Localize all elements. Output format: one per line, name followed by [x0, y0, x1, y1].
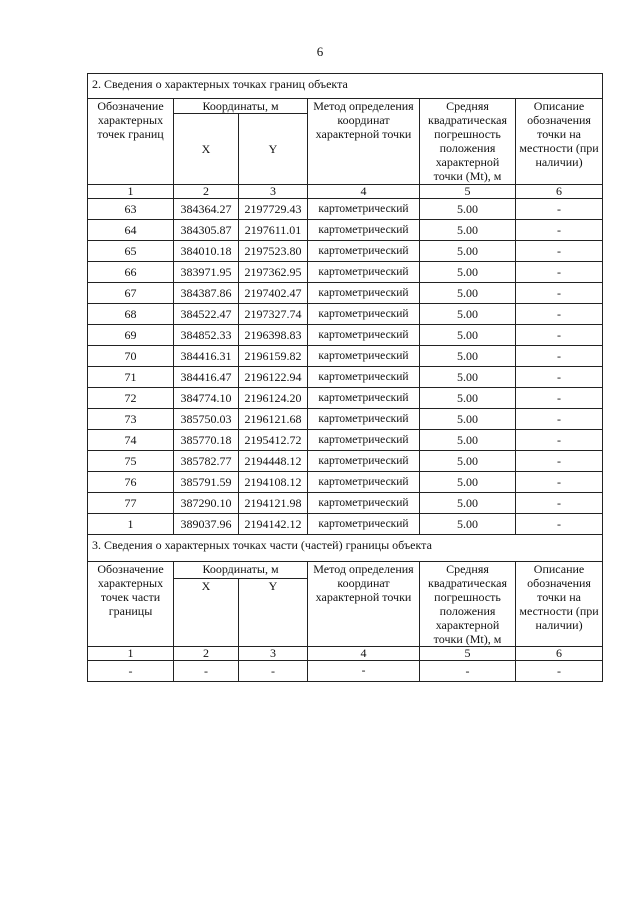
coord-y: 2197611.01 — [239, 220, 308, 241]
coord-x: 384416.47 — [174, 367, 239, 388]
header-error: Средняя квадратическая погрешность положения характерной точки (Mt), м — [420, 99, 516, 185]
method: картометрический — [308, 283, 420, 304]
coord-x: 385782.77 — [174, 451, 239, 472]
section-2-index-row — [88, 185, 603, 199]
section-3-title-row — [88, 535, 603, 562]
coord-y: 2196121.68 — [239, 409, 308, 430]
coord-x: 385791.59 — [174, 472, 239, 493]
coord-y: 2194448.12 — [239, 451, 308, 472]
point-id: - — [88, 661, 174, 682]
point-id: 69 — [88, 325, 174, 346]
table-row — [88, 367, 603, 388]
point-id: 1 — [88, 514, 174, 535]
column-index: 6 — [516, 185, 603, 199]
method: картометрический — [308, 325, 420, 346]
method: - — [308, 661, 420, 682]
method: картометрический — [308, 409, 420, 430]
error: 5.00 — [420, 472, 516, 493]
point-id: 65 — [88, 241, 174, 262]
header-coords: Координаты, м — [174, 562, 308, 579]
table-row — [88, 388, 603, 409]
error: 5.00 — [420, 367, 516, 388]
column-index: 1 — [88, 647, 174, 661]
coord-x: 387290.10 — [174, 493, 239, 514]
point-id: 71 — [88, 367, 174, 388]
point-id: 72 — [88, 388, 174, 409]
coord-y: 2194108.12 — [239, 472, 308, 493]
header-point: Обозначение характерных точек части границы — [88, 562, 174, 647]
point-id: 76 — [88, 472, 174, 493]
section-3-header-row — [88, 562, 603, 579]
method: картометрический — [308, 262, 420, 283]
table-row — [88, 304, 603, 325]
coord-x: 384305.87 — [174, 220, 239, 241]
coord-y: 2197729.43 — [239, 199, 308, 220]
coord-y: 2195412.72 — [239, 430, 308, 451]
method: картометрический — [308, 304, 420, 325]
coord-y: 2194121.98 — [239, 493, 308, 514]
description: - — [516, 451, 603, 472]
table-row — [88, 472, 603, 493]
table-row — [88, 514, 603, 535]
column-index: 2 — [174, 185, 239, 199]
method: картометрический — [308, 430, 420, 451]
coord-y: 2196159.82 — [239, 346, 308, 367]
section-2-title-row — [88, 74, 603, 99]
coord-x: 384852.33 — [174, 325, 239, 346]
header-desc: Описание обозначения точки на местности (при наличии) — [516, 562, 603, 647]
coord-y: 2196122.94 — [239, 367, 308, 388]
description: - — [516, 283, 603, 304]
error: 5.00 — [420, 514, 516, 535]
description: - — [516, 493, 603, 514]
coord-x: 384774.10 — [174, 388, 239, 409]
error: 5.00 — [420, 451, 516, 472]
header-x: X — [174, 579, 239, 647]
description: - — [516, 262, 603, 283]
error: 5.00 — [420, 325, 516, 346]
header-point: Обозначение характерных точек границ — [88, 99, 174, 185]
description: - — [516, 661, 603, 682]
error: 5.00 — [420, 304, 516, 325]
table-row — [88, 409, 603, 430]
method: картометрический — [308, 451, 420, 472]
error: 5.00 — [420, 409, 516, 430]
point-id: 67 — [88, 283, 174, 304]
section-2-header-row — [88, 99, 603, 114]
point-id: 77 — [88, 493, 174, 514]
coord-x: 384364.27 — [174, 199, 239, 220]
point-id: 70 — [88, 346, 174, 367]
point-id: 64 — [88, 220, 174, 241]
method: картометрический — [308, 367, 420, 388]
coord-x: 384387.86 — [174, 283, 239, 304]
description: - — [516, 409, 603, 430]
method: картометрический — [308, 472, 420, 493]
point-id: 74 — [88, 430, 174, 451]
coord-y: 2197327.74 — [239, 304, 308, 325]
column-index: 1 — [88, 185, 174, 199]
method: картометрический — [308, 220, 420, 241]
header-x: X — [174, 114, 239, 185]
error: - — [420, 661, 516, 682]
point-id: 73 — [88, 409, 174, 430]
header-desc: Описание обозначения точки на местности (при наличии) — [516, 99, 603, 185]
coord-x: 383971.95 — [174, 262, 239, 283]
table-row — [88, 493, 603, 514]
point-id: 63 — [88, 199, 174, 220]
method: картометрический — [308, 388, 420, 409]
error: 5.00 — [420, 493, 516, 514]
coord-x: - — [174, 661, 239, 682]
table-row — [88, 661, 603, 682]
description: - — [516, 325, 603, 346]
column-index: 5 — [420, 647, 516, 661]
header-y: Y — [239, 579, 308, 647]
point-id: 68 — [88, 304, 174, 325]
header-coords: Координаты, м — [174, 99, 308, 114]
coord-y: 2197362.95 — [239, 262, 308, 283]
coord-y: 2196124.20 — [239, 388, 308, 409]
description: - — [516, 199, 603, 220]
table-row — [88, 346, 603, 367]
method: картометрический — [308, 241, 420, 262]
table-row — [88, 283, 603, 304]
description: - — [516, 220, 603, 241]
coord-y: 2196398.83 — [239, 325, 308, 346]
description: - — [516, 367, 603, 388]
method: картометрический — [308, 346, 420, 367]
error: 5.00 — [420, 199, 516, 220]
column-index: 6 — [516, 647, 603, 661]
description: - — [516, 514, 603, 535]
error: 5.00 — [420, 430, 516, 451]
error: 5.00 — [420, 241, 516, 262]
error: 5.00 — [420, 220, 516, 241]
page-number: 6 — [316, 44, 324, 59]
coord-x: 384010.18 — [174, 241, 239, 262]
section-3-index-row — [88, 647, 603, 661]
coord-x: 385750.03 — [174, 409, 239, 430]
description: - — [516, 430, 603, 451]
column-index: 5 — [420, 185, 516, 199]
error: 5.00 — [420, 346, 516, 367]
header-method: Метод определения координат характерной точки — [308, 562, 420, 647]
coord-x: 389037.96 — [174, 514, 239, 535]
column-index: 4 — [308, 647, 420, 661]
point-id: 75 — [88, 451, 174, 472]
description: - — [516, 346, 603, 367]
table-row — [88, 241, 603, 262]
table-row — [88, 430, 603, 451]
column-index: 2 — [174, 647, 239, 661]
description: - — [516, 241, 603, 262]
section-3-title: 3. Сведения о характерных точках части (частей) границы объекта — [88, 535, 603, 562]
table-row — [88, 220, 603, 241]
description: - — [516, 388, 603, 409]
coord-x: 384416.31 — [174, 346, 239, 367]
coord-y: 2197523.80 — [239, 241, 308, 262]
column-index: 3 — [239, 647, 308, 661]
method: картометрический — [308, 493, 420, 514]
section-2-title: 2. Сведения о характерных точках границ объекта — [88, 74, 603, 99]
column-index: 3 — [239, 185, 308, 199]
method: картометрический — [308, 514, 420, 535]
header-method: Метод определения координат характерной точки — [308, 99, 420, 185]
coord-x: 385770.18 — [174, 430, 239, 451]
table-body — [88, 74, 603, 682]
table-row — [88, 325, 603, 346]
error: 5.00 — [420, 262, 516, 283]
boundary-points-table — [87, 73, 603, 682]
table-row — [88, 199, 603, 220]
column-index: 4 — [308, 185, 420, 199]
coord-y: 2194142.12 — [239, 514, 308, 535]
method: картометрический — [308, 199, 420, 220]
header-y: Y — [239, 114, 308, 185]
header-error: Средняя квадратическая погрешность положения характерной точки (Mt), м — [420, 562, 516, 647]
coord-y: 2197402.47 — [239, 283, 308, 304]
coord-x: 384522.47 — [174, 304, 239, 325]
description: - — [516, 472, 603, 493]
table-row — [88, 262, 603, 283]
point-id: 66 — [88, 262, 174, 283]
error: 5.00 — [420, 388, 516, 409]
coord-y: - — [239, 661, 308, 682]
description: - — [516, 304, 603, 325]
table-row — [88, 451, 603, 472]
error: 5.00 — [420, 283, 516, 304]
